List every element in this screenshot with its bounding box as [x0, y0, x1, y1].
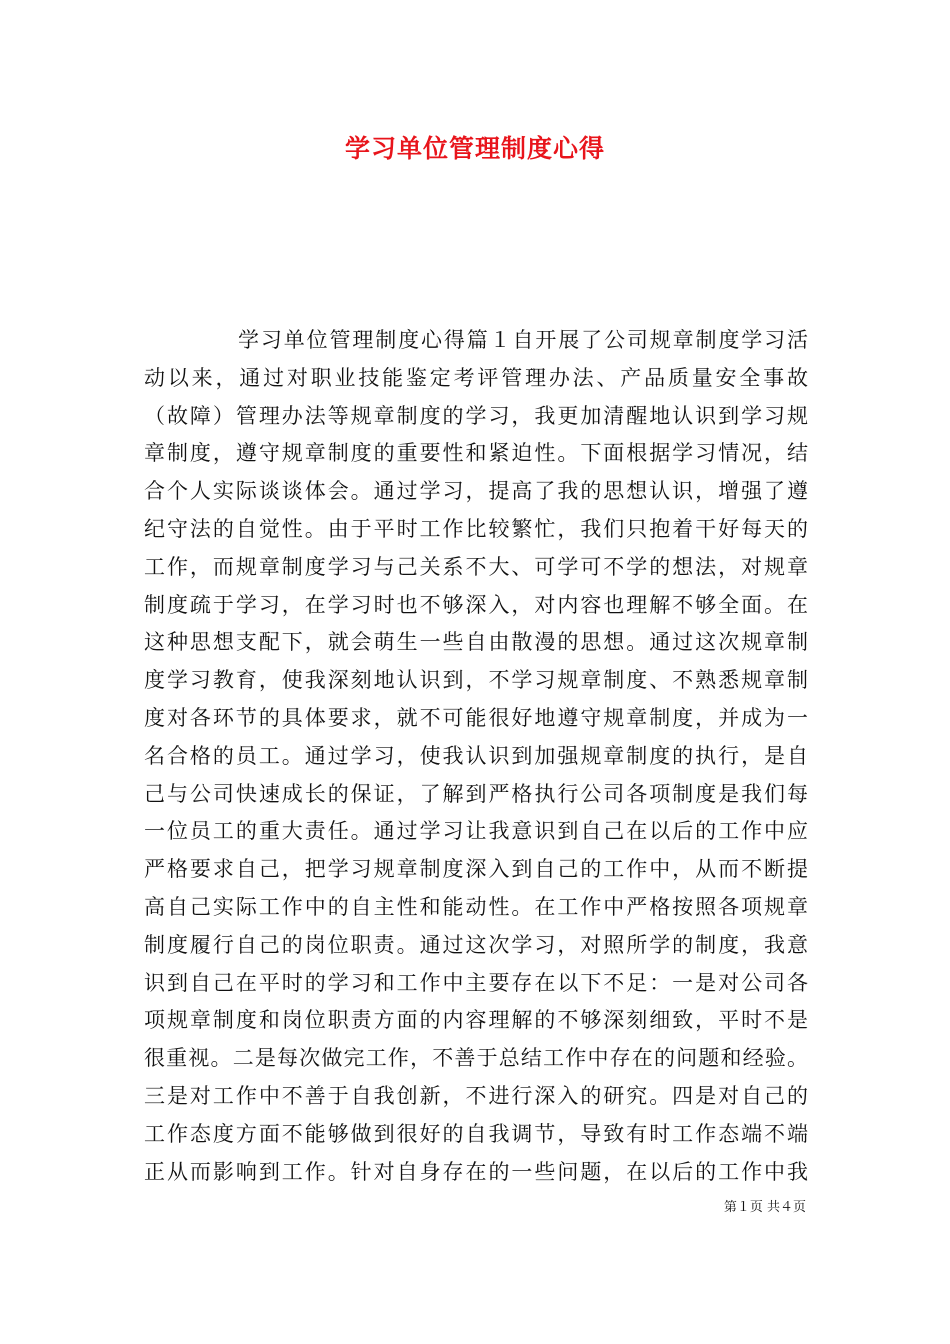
document-title: 学习单位管理制度心得 — [344, 134, 605, 163]
paragraph-line: 严格要求自己，把学习规章制度深入到自己的工作中，从而不断提 — [144, 857, 808, 882]
paragraph-line: 这种思想支配下，就会萌生一些自由散漫的思想。通过这次规章制 — [144, 630, 808, 655]
body-paragraph — [144, 322, 808, 1191]
paragraph-line: 合个人实际谈谈体会。通过学习，提高了我的思想认识，增强了遵 — [144, 479, 808, 504]
paragraph-line: 工作，而规章制度学习与己关系不大、可学可不学的想法，对规章 — [144, 554, 808, 579]
paragraph-line: 学习单位管理制度心得篇１自开展了公司规章制度学习活 — [238, 328, 808, 352]
paragraph-line: 很重视。二是每次做完工作，不善于总结工作中存在的问题和经验。 — [144, 1046, 808, 1071]
paragraph-line: 项规章制度和岗位职责方面的内容理解的不够深刻细致，平时不是 — [144, 1008, 808, 1033]
paragraph-line: 动以来，通过对职业技能鉴定考评管理办法、产品质量安全事故 — [144, 365, 808, 390]
paragraph-line: 度学习教育，使我深刻地认识到，不学习规章制度、不熟悉规章制 — [144, 668, 808, 693]
paragraph-line: 一位员工的重大责任。通过学习让我意识到自己在以后的工作中应 — [144, 819, 808, 844]
paragraph-line: 正从而影响到工作。针对自身存在的一些问题，在以后的工作中我 — [144, 1159, 808, 1184]
page-number-footer: 第１页 共４页 — [723, 1200, 806, 1215]
paragraph-line: 识到自己在平时的学习和工作中主要存在以下不足：一是对公司各 — [144, 970, 808, 995]
paragraph-line: 度对各环节的具体要求，就不可能很好地遵守规章制度，并成为一 — [144, 705, 808, 730]
paragraph-line: 制度履行自己的岗位职责。通过这次学习，对照所学的制度，我意 — [144, 932, 808, 957]
paragraph-line: 制度疏于学习，在学习时也不够深入，对内容也理解不够全面。在 — [144, 592, 808, 617]
paragraph-line: 三是对工作中不善于自我创新，不进行深入的研究。四是对自己的 — [144, 1083, 808, 1108]
paragraph-line: 章制度，遵守规章制度的重要性和紧迫性。下面根据学习情况，结 — [144, 441, 808, 466]
paragraph-line: 己与公司快速成长的保证，了解到严格执行公司各项制度是我们每 — [144, 781, 808, 806]
paragraph-line: （故障）管理办法等规章制度的学习，我更加清醒地认识到学习规 — [144, 403, 808, 428]
paragraph-line: 纪守法的自觉性。由于平时工作比较繁忙，我们只抱着干好每天的 — [144, 516, 808, 541]
paragraph-line: 工作态度方面不能够做到很好的自我调节，导致有时工作态端不端 — [144, 1121, 808, 1146]
paragraph-line: 高自己实际工作中的自主性和能动性。在工作中严格按照各项规章 — [144, 894, 808, 919]
paragraph-line: 名合格的员工。通过学习，使我认识到加强规章制度的执行，是自 — [144, 743, 808, 768]
